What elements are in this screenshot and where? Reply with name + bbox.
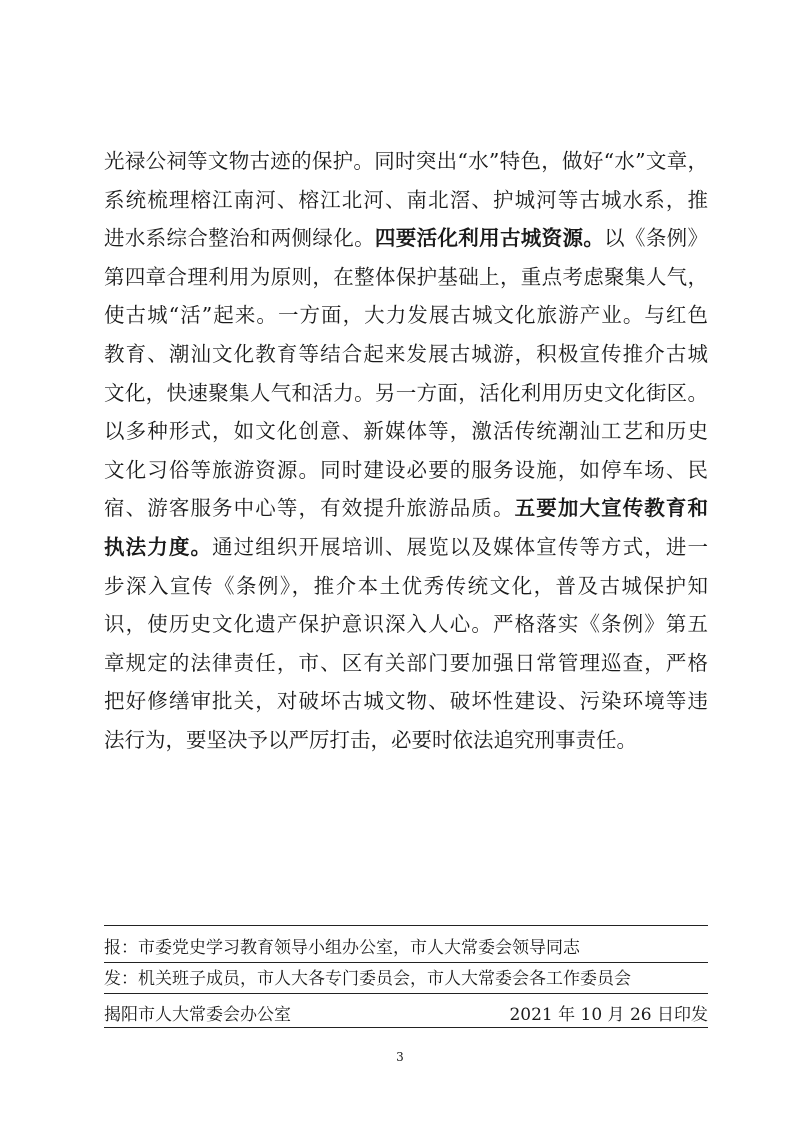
- footer-top-rule: [104, 925, 708, 926]
- body-text-segment: 进水系综合整治和两侧绿化。: [104, 226, 375, 251]
- body-line: [104, 451, 708, 490]
- body-text-segment: 宿、游客服务中心等，有效提升旅游品质。: [104, 496, 515, 521]
- body-text-segment: 把好修缮审批关，对破坏古城文物、破坏性建设、污染环境等违: [104, 689, 708, 714]
- body-line: [104, 605, 708, 644]
- body-line: [104, 644, 708, 683]
- body-text-segment: 光禄公祠等文物古迹的保护。同时突出“水”特色，做好“水”文章，: [104, 149, 708, 173]
- bold-heading-text: 四要活化利用古城资源。: [374, 226, 605, 251]
- footer-bottom-rule: [104, 1027, 708, 1028]
- body-line: [104, 567, 708, 606]
- body-text-segment: 文化，快速聚集人气和活力。另一方面，活化利用历史文化街区。: [104, 380, 708, 405]
- body-text-segment: 步深入宣传《条例》，推介本土优秀传统文化，普及古城保护知: [104, 573, 708, 598]
- body-line: [104, 296, 708, 335]
- footer-middle-rule: [104, 962, 708, 963]
- body-text-segment: 第四章合理利用为原则，在整体保护基础上，重点考虑聚集人气，: [104, 264, 708, 289]
- body-line: [104, 219, 708, 258]
- body-line: [104, 335, 708, 374]
- body-text-segment: 使古城“活”起来。一方面，大力发展古城文化旅游产业。与红色: [104, 303, 708, 328]
- document-body: [104, 142, 708, 760]
- body-text-segment: 章规定的法律责任，市、区有关部门要加强日常管理巡查，严格: [104, 650, 708, 675]
- body-text-segment: 通过组织开展培训、展览以及媒体宣传等方式，进一: [212, 534, 709, 559]
- report-to-line: 报：市委党史学习教育领导小组办公室，市人大常委会领导同志: [104, 938, 580, 958]
- body-line: [104, 374, 708, 413]
- body-text-segment: 以《条例》: [604, 226, 709, 251]
- issue-date: 2021 年 10 月 26 日印发: [509, 1005, 708, 1025]
- body-text-segment: 文化习俗等旅游资源。同时建设必要的服务设施，如停车场、民: [104, 457, 708, 482]
- bold-heading-text: 五要加大宣传教育和: [514, 496, 709, 521]
- body-line: [104, 181, 708, 220]
- page-number: 3: [396, 1050, 404, 1064]
- footer-issuer-rule: [104, 993, 708, 994]
- body-line: [104, 142, 708, 181]
- body-text-segment: 系统梳理榕江南河、榕江北河、南北滘、护城河等古城水系，推: [104, 187, 708, 212]
- body-line: [104, 721, 708, 760]
- body-text-segment: 以多种形式，如文化创意、新媒体等，激活传统潮汕工艺和历史: [104, 419, 708, 444]
- body-line: [104, 258, 708, 297]
- body-text-segment: 教育、潮汕文化教育等结合起来发展古城游，积极宣传推介古城: [104, 341, 708, 366]
- issuing-office: 揭阳市人大常委会办公室: [104, 1005, 291, 1025]
- body-line: [104, 489, 708, 528]
- bold-heading-text: 执法力度。: [104, 534, 213, 559]
- body-line: [104, 528, 708, 567]
- body-text-segment: 识，使历史文化遗产保护意识深入人心。严格落实《条例》第五: [104, 612, 708, 637]
- body-line: [104, 682, 708, 721]
- send-to-line: 发：机关班子成员，市人大各专门委员会，市人大常委会各工作委员会: [104, 969, 631, 989]
- body-line: [104, 412, 708, 451]
- body-text-segment: 法行为，要坚决予以严厉打击，必要时依法追究刑事责任。: [104, 727, 637, 752]
